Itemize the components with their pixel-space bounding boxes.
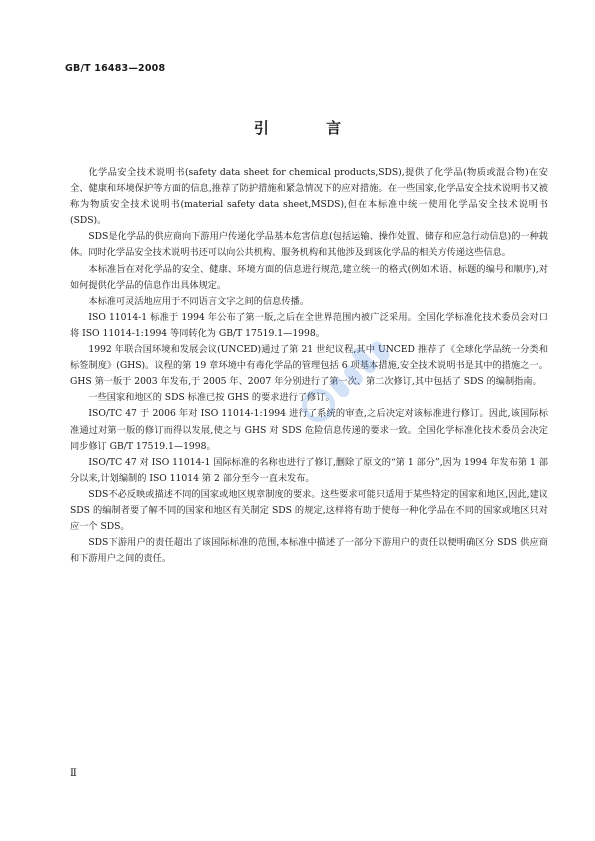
- document-body: [70, 165, 548, 567]
- watermark-ring: [299, 386, 339, 426]
- watermark-glyph: [342, 363, 366, 387]
- paragraph: SDS是化学品的供应商向下游用户传递化学品基本危害信息(包括运输、操作处置、储存和应急行动信息)的一种载体。同时化学品安全技术说明书还可以向公共机构、服务机构和其他涉及到该化学品的相关方传递这些信息。: [70, 231, 548, 259]
- paragraph: SDS不必反映或描述不同的国家或地区规章制度的要求。这些要求可能只适用于某些特定的国家和地区,因此,建议 SDS 的编制者要了解不同的国家和地区有关制定 SDS 的规定,这样将有助于使每一种化学品在不同的国家或地区只对应一个 SDS。: [70, 488, 548, 533]
- paragraph: 一些国家和地区的 SDS 标准已按 GHS 的要求进行了修订。: [88, 392, 335, 404]
- paragraph: 本标准可灵活地应用于不同语言文字之间的信息传播。: [88, 295, 309, 307]
- paragraph: 1992 年联合国环境和发展会议(UNCED)通过了第 21 世纪议程,其中 UNCED 推荐了《全球化学品统一分类和标签制度》(GHS)。议程的第 19 章环境中有毒化学品的管理包括 6 项基本措施,安全技术说明书是其中的措施之一。GHS 第一版于 2003 年发布,于 2005 年、2007 年分别进行了第一次、第二次修订,其中包括了 SDS 的编制指南。: [70, 344, 548, 388]
- paragraph: 化学品安全技术说明书(safety data sheet for chemical products,SDS),提供了化学品(物质或混合物)在安全、健康和环境保护等方面的信息,推荐了防护措施和紧急情况下的应对措施。在一些国家,化学品安全技术说明书又被称为物质安全技术说明书(material safety data sheet,MSDS),但在本标准中统一使用化学品安全技术说明书(SDS)。: [70, 167, 548, 227]
- paragraph: SDS下游用户的责任超出了该国际标准的范围,本标准中描述了一部分下游用户的责任以便明确区分 SDS 供应商和下游用户之间的责任。: [70, 537, 548, 565]
- standard-code: GB/T 16483—2008: [65, 63, 166, 74]
- paragraph: ISO/TC 47 对 ISO 11014-1 国际标准的名称也进行了修订,删除了原文的“第 1 部分”,因为 1994 年发布第 1 部分以来,计划编制的 ISO 11014 第 2 部分至今一直未发布。: [70, 456, 548, 484]
- page-number: Ⅱ: [70, 768, 77, 779]
- watermark-glyph: [368, 339, 392, 363]
- paragraph: 本标准旨在对化学品的安全、健康、环境方面的信息进行规范,建立统一的格式(例如术语、标题的编号和顺序),对如何提供化学品的信息作出具体规定。: [70, 263, 548, 291]
- paragraph: ISO 11014-1 标准于 1994 年公布了第一版,之后在全世界范围内被广泛采用。全国化学标准化技术委员会对口将 ISO 11014-1:1994 等同转化为 GB/T 17519.1—1998。: [70, 311, 548, 339]
- paragraph: ISO/TC 47 于 2006 年对 ISO 11014-1:1994 进行了系统的审查,之后决定对该标准进行修订。因此,该国际标准通过对第一版的修订而得以发展,使之与 GHS 对 SDS 危险信息传递的要求一致。全国化学标准化技术委员会决定同步修订 GB/T 17519.1—1998。: [70, 408, 548, 452]
- page-title: 引 言: [253, 119, 368, 137]
